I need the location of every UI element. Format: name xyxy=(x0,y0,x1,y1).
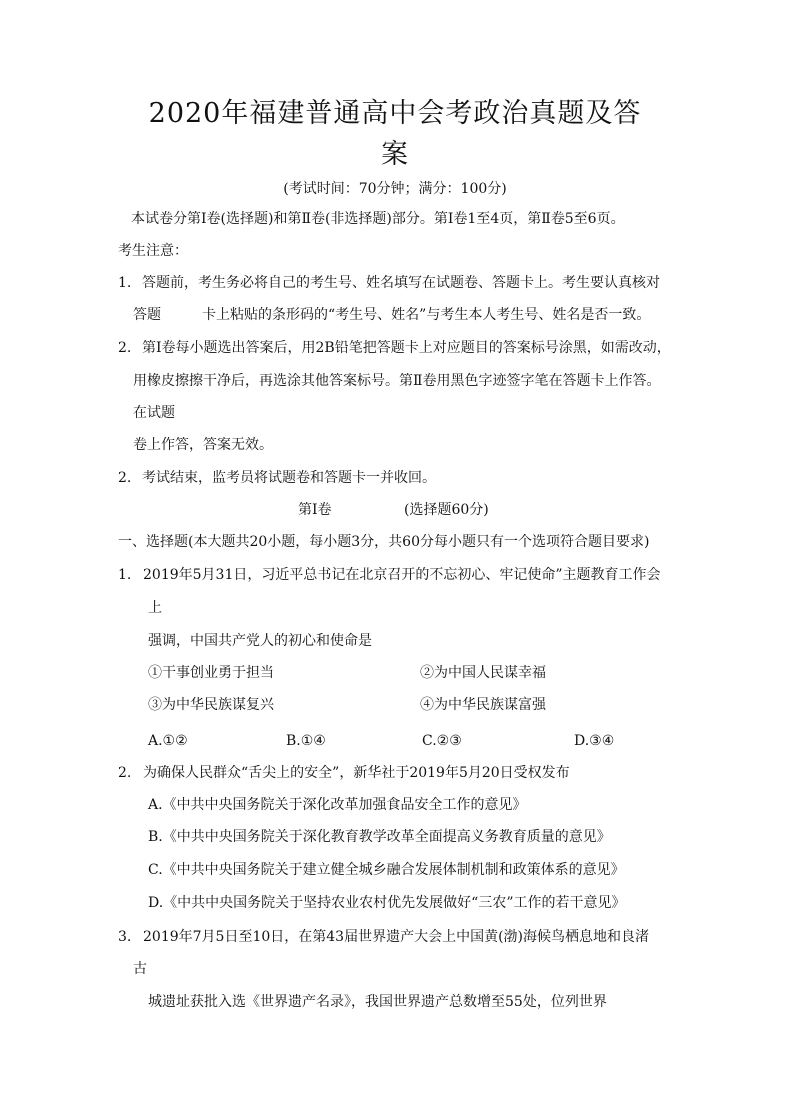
question-stem: 上 xyxy=(148,600,162,616)
note-text: 考试结束，监考员将试题卷和答题卡一并收回。 xyxy=(142,470,436,486)
answer-option: C.《中共中央国务院关于建立健全城乡融合发展体制机制和政策体系的意见》 xyxy=(148,862,625,878)
question-stem: 古 xyxy=(133,961,147,977)
answer-option: D.《中共中央国务院关于坚持农业农村优先发展做好“三农”工作的若干意见》 xyxy=(148,895,626,911)
note-text: 卡上粘贴的条形码的“考生号、姓名”与考生本人考生号、姓名是否一致。 xyxy=(202,307,651,323)
statement-item: ④为中华民族谋富强 xyxy=(420,697,546,713)
question-number: 3. xyxy=(118,929,132,945)
question-stem: 2019年7月5日至10日，在第43届世界遗产大会上中国黄(渤)海候鸟栖息地和良渚 xyxy=(143,929,649,945)
section-heading: 一、选择题(本大题共20小题，每小题3分，共60分每小题只有一个选项符合题目要求) xyxy=(118,534,650,550)
note-text: 在试题 xyxy=(133,405,175,421)
question-number: 2. xyxy=(118,765,132,781)
notice-heading: 考生注意： xyxy=(118,243,188,259)
note-number: 2. xyxy=(118,340,132,356)
volume-note: (选择题60分) xyxy=(404,502,489,518)
question-stem: 2019年5月31日，习近平总书记在北京召开的不忘初心、牢记使命”主题教育工作会 xyxy=(143,567,661,583)
note-text: 答题前，考生务必将自己的考生号、姓名填写在试题卷、答题卡上。考生要认真核对 xyxy=(142,275,660,291)
answer-option: A.①② xyxy=(148,733,188,749)
note-text: 答题 xyxy=(133,307,161,323)
note-number: 2. xyxy=(118,470,132,486)
page-title-continuation: 案 xyxy=(381,139,409,170)
note-text: 第Ⅰ卷每小题选出答案后，用2B铅笔把答题卡上对应题目的答案标号涂黑，如需改动， xyxy=(142,340,671,356)
exam-info: (考试时间：70分钟；满分：100分) xyxy=(283,181,507,197)
statement-item: ③为中华民族谋复兴 xyxy=(148,697,274,713)
answer-option: A.《中共中央国务院关于深化改革加强食品安全工作的意见》 xyxy=(148,797,527,813)
answer-option: C.②③ xyxy=(422,733,462,749)
question-stem: 强调，中国共产党人的初心和使命是 xyxy=(148,633,372,649)
question-stem: 城遗址获批入选《世界遗产名录》，我国世界遗产总数增至55处，位列世界 xyxy=(148,994,607,1010)
paper-description: 本试卷分第Ⅰ卷(选择题)和第Ⅱ卷(非选择题)部分。第Ⅰ卷1至4页，第Ⅱ卷5至6页。 xyxy=(131,211,625,227)
question-stem: 为确保人民群众“舌尖上的安全”，新华社于2019年5月20日受权发布 xyxy=(143,765,570,781)
note-number: 1. xyxy=(118,275,132,291)
answer-option: B.《中共中央国务院关于深化教育教学改革全面提高义务教育质量的意见》 xyxy=(148,829,611,845)
statement-item: ①干事创业勇于担当 xyxy=(148,665,274,681)
statement-item: ②为中国人民谋幸福 xyxy=(420,665,546,681)
page-title: 2020年福建普通高中会考政治真题及答 xyxy=(148,98,642,129)
volume-label: 第Ⅰ卷 xyxy=(298,502,332,518)
answer-option: D.③④ xyxy=(574,733,615,749)
note-text: 卷上作答，答案无效。 xyxy=(133,437,273,453)
answer-option: B.①④ xyxy=(286,733,326,749)
note-text: 用橡皮擦擦干净后，再选涂其他答案标号。第Ⅱ卷用黑色字迹签字笔在答题卡上作答。 xyxy=(133,373,661,389)
question-number: 1. xyxy=(118,567,132,583)
